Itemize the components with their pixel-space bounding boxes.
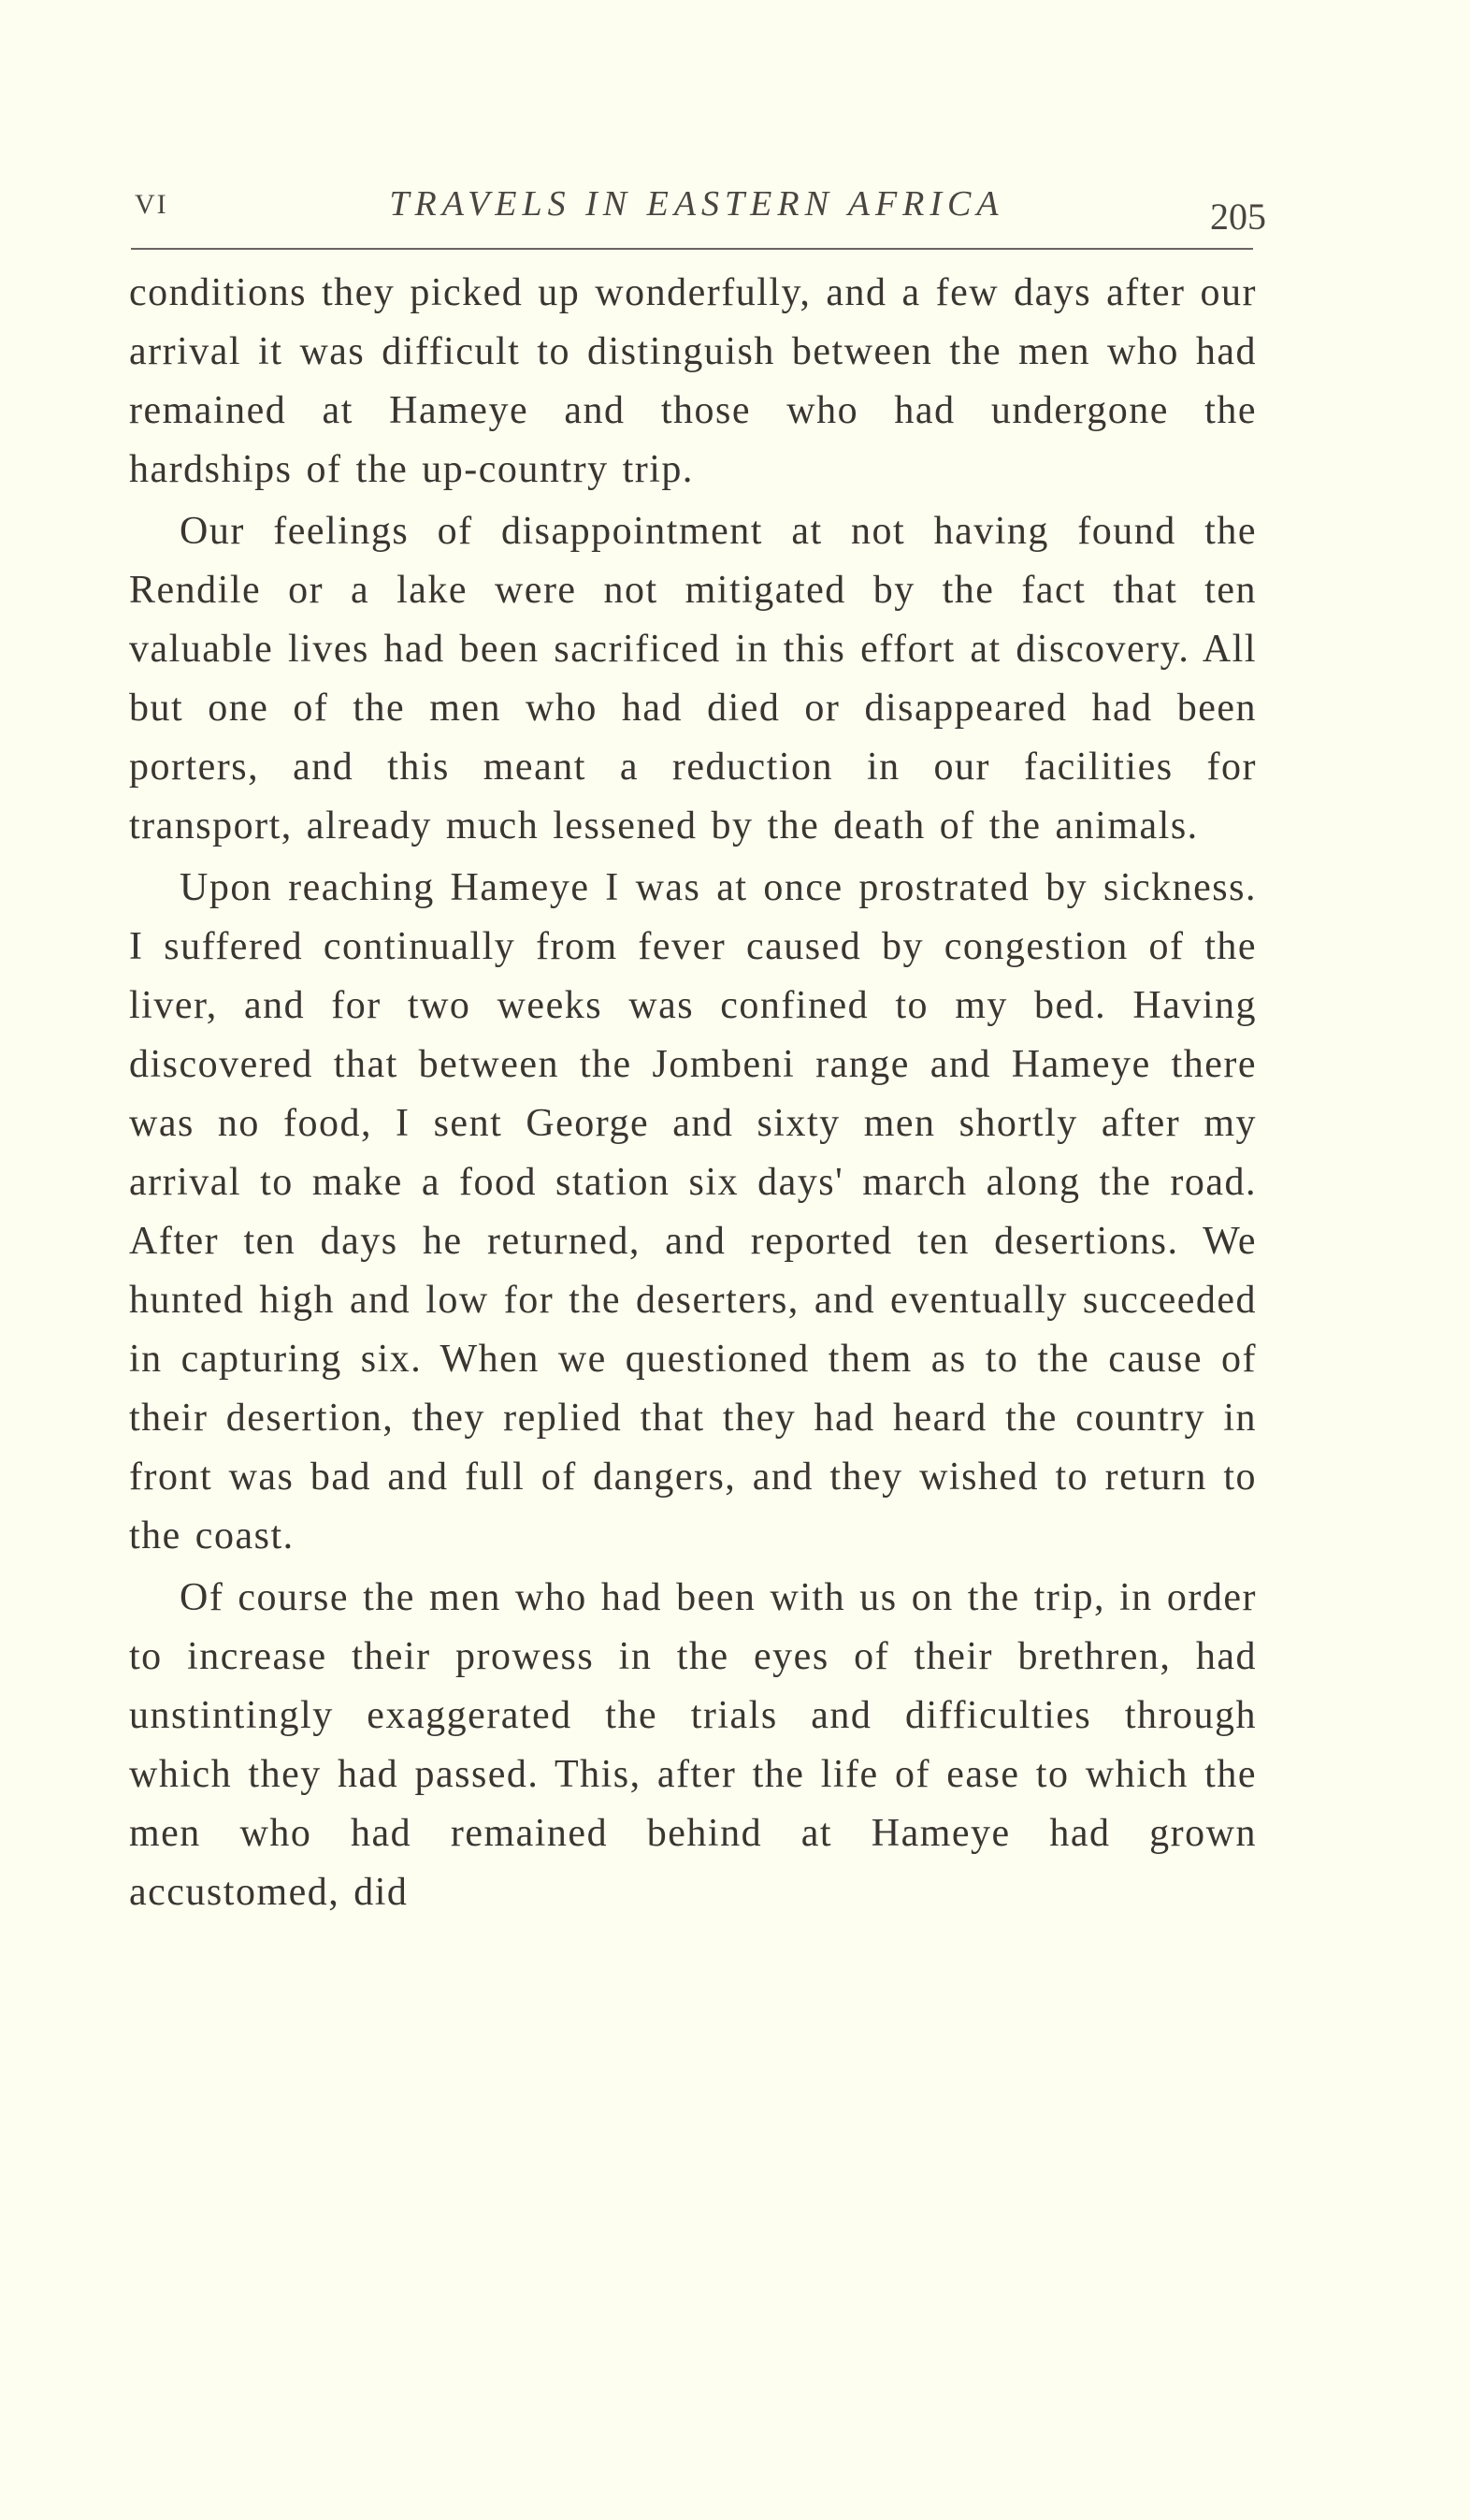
body-text <box>129 264 1257 1925</box>
paragraph-continued: conditions they picked up wonderfully, and a few days after our arrival it was difficult to distinguish between the men who had remained at Hameye and those who had undergone the hardships of the up-country trip. <box>129 271 1257 491</box>
header-rule <box>131 248 1253 250</box>
page-number: 205 <box>1210 196 1266 238</box>
paragraph: Of course the men who had been with us on the trip, in order to increase their prowess in the eyes of their brethren, had unstintingly exaggerated the trials and difficulties through which they had passed. This, after the life of ease to which the men who had remained behind at Hameye had grown accustomed, did <box>129 1576 1257 1914</box>
chapter-number: VI <box>135 189 168 220</box>
running-head <box>127 174 1266 249</box>
running-title: TRAVELS IN EASTERN AFRICA <box>389 184 1004 224</box>
paragraph: Our feelings of disappointment at not having found the Rendile or a lake were not mitigated by the fact that ten valuable lives had been sacrificed in this effort at discovery. All but one of the men who had died or disappeared had been porters, and this meant a reduction in our facilities for transport, already much lessened by the death of the animals. <box>129 510 1257 847</box>
paragraph: Upon reaching Hameye I was at once prostrated by sickness. I suffered continually from fever caused by congestion of the liver, and for two weeks was confined to my bed. Having discovered that between the Jombeni range and Hameye there was no food, I sent George and sixty men shortly after my arrival to make a food station six days' march along the road. After ten days he returned, and reported ten desertions. We hunted high and low for the deserters, and eventually succeeded in capturing six. When we questioned them as to the cause of their desertion, they replied that they had heard the country in front was bad and full of dangers, and they wished to return to the coast. <box>129 866 1257 1557</box>
